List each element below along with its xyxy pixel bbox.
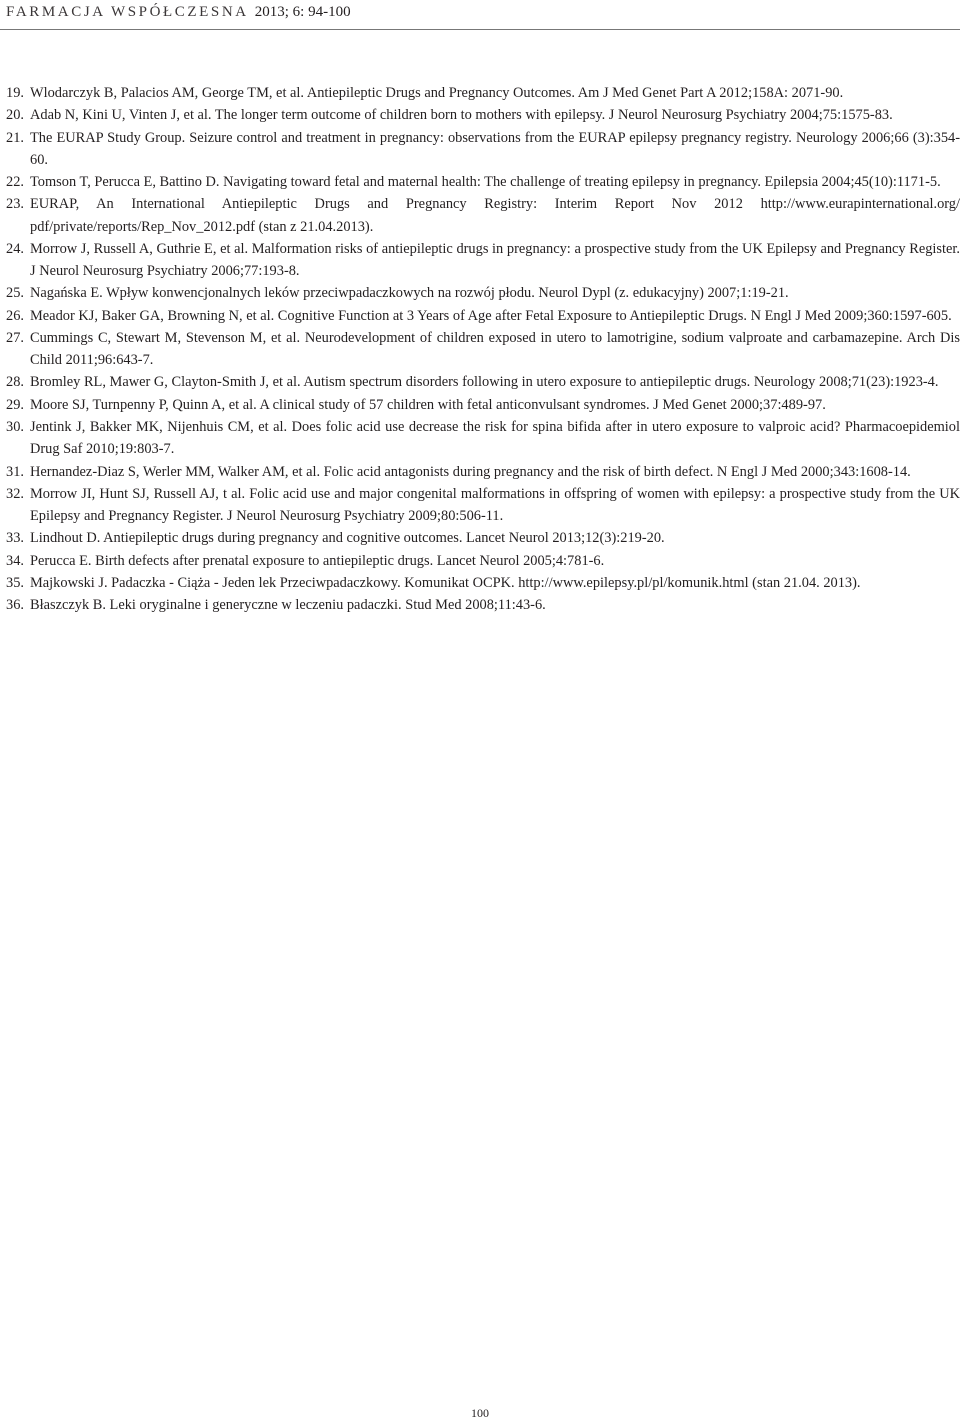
reference-text: Adab N, Kini U, Vinten J, et al. The longer term outcome of children born to mothers with epilepsy. J Neurol Neurosurg Psychiatry 2004;75:1575-83. bbox=[30, 107, 893, 124]
reference-number: 28. bbox=[6, 374, 24, 391]
running-header bbox=[6, 1, 351, 23]
reference-item bbox=[6, 104, 960, 126]
reference-number: 19. bbox=[6, 85, 24, 101]
reference-text: Meador KJ, Baker GA, Browning N, et al. Cognitive Function at 3 Years of Age after Fetal Exposure to Antiepileptic Drugs. N Engl J Med 2009;360:1597-605. bbox=[30, 307, 952, 324]
reference-item bbox=[6, 371, 960, 393]
reference-number: 31. bbox=[6, 463, 24, 480]
page-number: 100 bbox=[471, 1406, 489, 1420]
reference-text: Moore SJ, Turnpenny P, Quinn A, et al. A clinical study of 57 children with fetal anticonvulsant syndromes. J Med Genet 2000;37:489-97. bbox=[30, 396, 826, 413]
reference-text: Błaszczyk B. Leki oryginalne i generyczne w leczeniu padaczki. Stud Med 2008;11:43-6. bbox=[30, 597, 546, 614]
reference-list bbox=[6, 82, 960, 617]
reference-text: Jentink J, Bakker MK, Nijenhuis CM, et al. Does folic acid use decrease the risk for spina bifida after in utero exposure to valproic acid? Pharmacoepidemiol Drug Saf 2010;19:803-7. bbox=[30, 419, 960, 458]
reference-item bbox=[6, 461, 960, 483]
reference-text: Nagańska E. Wpływ konwencjonalnych leków przeciwpadaczkowych na rozwój płodu. Neurol Dypl (z. edukacyjny) 2007;1:19-21. bbox=[30, 285, 789, 302]
reference-item bbox=[6, 594, 960, 616]
reference-text: Lindhout D. Antiepileptic drugs during pregnancy and cognitive outcomes. Lancet Neurol 2013;12(3):219-20. bbox=[30, 530, 665, 547]
reference-text: Majkowski J. Padaczka - Ciąża - Jeden lek Przeciwpadaczkowy. Komunikat OCPK. http://www.epilepsy.pl/pl/komunik.html (stan 21.04. 2013). bbox=[30, 574, 861, 591]
reference-number: 29. bbox=[6, 396, 24, 413]
reference-text: The EURAP Study Group. Seizure control and treatment in pregnancy: observations from the EURAP epilepsy pregnancy registry. Neurology 2006;66 (3):354-60. bbox=[30, 129, 960, 168]
reference-item bbox=[6, 305, 960, 327]
issue-info: 2013; 6: 94-100 bbox=[254, 4, 351, 20]
reference-text: Morrow J, Russell A, Guthrie E, et al. Malformation risks of antiepileptic drugs in pregnancy: a prospective study from the UK Epilepsy and Pregnancy Register. J Neurol Neurosurg Psychiatry 2006;77:193-8. bbox=[30, 240, 960, 280]
reference-number: 20. bbox=[6, 107, 24, 124]
reference-text: Hernandez-Diaz S, Werler MM, Walker AM, et al. Folic acid antagonists during pregnancy and the risk of birth defect. N Engl J Med 2000;343:1608-14. bbox=[30, 463, 911, 480]
reference-number: 21. bbox=[6, 129, 24, 146]
reference-item bbox=[6, 550, 960, 572]
reference-item bbox=[6, 327, 960, 371]
reference-text: Perucca E. Birth defects after prenatal exposure to antiepileptic drugs. Lancet Neurol 2005;4:781-6. bbox=[30, 552, 605, 569]
reference-number: 34. bbox=[6, 552, 24, 569]
reference-number: 32. bbox=[6, 485, 24, 502]
header-divider bbox=[0, 29, 960, 30]
reference-text: EURAP, An International Antiepileptic Drugs and Pregnancy Registry: Interim Report Nov 2012 http://www.eurapinternational.org/ pdf/private/reports/Rep_Nov_2012.pdf (stan z 21.04.2013). bbox=[30, 196, 960, 235]
reference-text: Bromley RL, Mawer G, Clayton-Smith J, et al. Autism spectrum disorders following in utero exposure to antiepileptic drugs. Neurology 2008;71(23):1923-4. bbox=[30, 374, 939, 391]
reference-text: Wlodarczyk B, Palacios AM, George TM, et al. Antiepileptic Drugs and Pregnancy Outcomes. Am J Med Genet Part A 2012;158A: 2071-90. bbox=[30, 85, 844, 101]
reference-number: 26. bbox=[6, 307, 24, 324]
reference-item bbox=[6, 171, 960, 193]
reference-text: Tomson T, Perucca E, Battino D. Navigating toward fetal and maternal health: The challenge of treating epilepsy in pregnancy. Epilepsia 2004;45(10):1171-5. bbox=[30, 174, 941, 191]
reference-item bbox=[6, 394, 960, 416]
reference-item bbox=[6, 527, 960, 549]
reference-item bbox=[6, 238, 960, 282]
reference-item bbox=[6, 127, 960, 171]
reference-number: 36. bbox=[6, 597, 24, 614]
reference-number: 27. bbox=[6, 329, 24, 346]
reference-number: 22. bbox=[6, 174, 24, 191]
reference-number: 33. bbox=[6, 530, 24, 547]
journal-title: FARMACJA WSPÓŁCZESNA bbox=[6, 4, 249, 20]
reference-number: 30. bbox=[6, 419, 24, 436]
reference-item bbox=[6, 82, 960, 104]
reference-item bbox=[6, 193, 960, 237]
reference-number: 24. bbox=[6, 240, 24, 257]
reference-item bbox=[6, 483, 960, 527]
reference-number: 25. bbox=[6, 285, 24, 302]
reference-item bbox=[6, 416, 960, 460]
reference-text: Cummings C, Stewart M, Stevenson M, et al. Neurodevelopment of children exposed in utero to lamotrigine, sodium valproate and carbamazepine. Arch Dis Child 2011;96:643-7. bbox=[30, 329, 960, 369]
reference-item bbox=[6, 572, 960, 594]
reference-item bbox=[6, 282, 960, 304]
reference-number: 35. bbox=[6, 574, 24, 591]
reference-number: 23. bbox=[6, 196, 24, 213]
reference-text: Morrow JI, Hunt SJ, Russell AJ, t al. Folic acid use and major congenital malformations in offspring of women with epilepsy: a prospective study from the UK Epilepsy and Pregnancy Register. J Neurol Neurosurg Psychiatry 2009;80:506-11. bbox=[30, 485, 960, 525]
